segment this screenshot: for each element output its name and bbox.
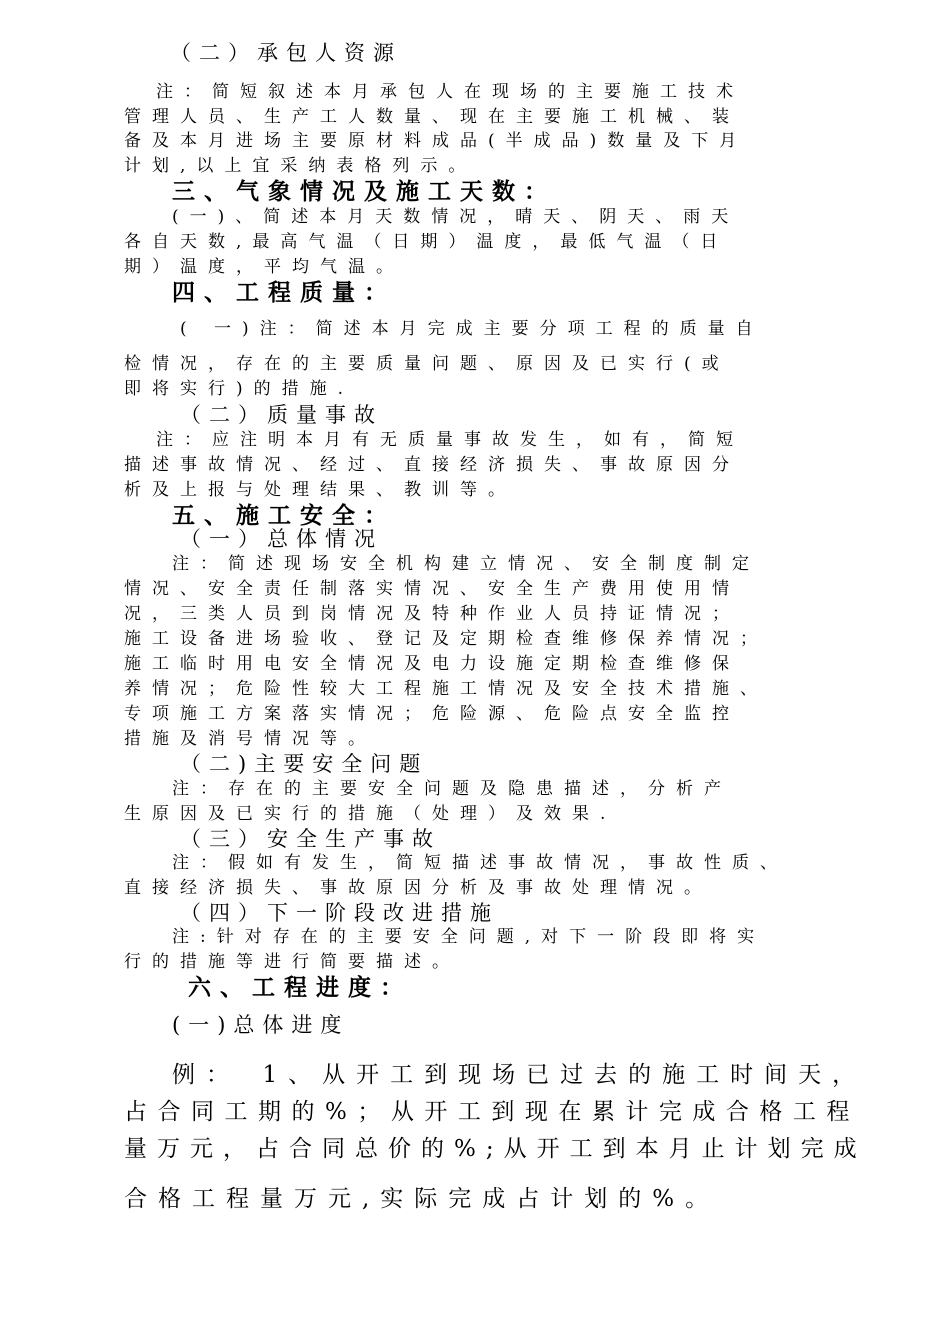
subsection-main-safety-issues: （二)主要安全问题 [180, 752, 429, 776]
paragraph-line: 况，三类人员到岗情况及特种作业人员持证情况； [124, 604, 740, 624]
section-heading-quality: 四、工程质量： [172, 279, 396, 306]
subsection-overall-progress: (一)总体进度 [172, 1013, 350, 1037]
paragraph-line: 养情况；危险性较大工程施工情况及安全技术措施、 [124, 679, 768, 699]
section-heading-safety: 五、施工安全： [172, 502, 396, 529]
paragraph-line: ( 一)注：简述本月完成主要分项工程的质量自 [180, 319, 764, 339]
paragraph-line: 措施及消号情况等。 [124, 729, 376, 749]
paragraph-line: 注：简短叙述本月承包人在现场的主要施工技术 [156, 82, 744, 102]
subsection-contractor-resources: （二）承包人资源 [170, 41, 402, 65]
paragraph-line: 生原因及已实行的措施（处理）及效果. [124, 804, 617, 824]
paragraph-line: 各自天数,最高气温（日期）温度，最低气温（日 [124, 232, 729, 252]
paragraph-line: 情况、安全责任制落实情况、安全生产费用使用情 [124, 579, 740, 599]
paragraph-line: 施工临时用电安全情况及电力设施定期检查维修保 [124, 654, 740, 674]
paragraph-line: 检情况，存在的主要质量问题、原因及已实行(或 [124, 354, 730, 374]
paragraph-line: 即将实行)的措施. [124, 379, 355, 399]
subsection-overall-situation: （一）总体情况 [180, 527, 383, 551]
paragraph-line: 专项施工方案落实情况；危险源、危险点安全监控 [124, 704, 740, 724]
paragraph-line: 注：假如有发生，简短描述事故情况，事故性质、 [172, 853, 788, 873]
paragraph-line: 计划,以上宜采纳表格列示。 [124, 156, 477, 176]
paragraph-line: 直接经济损失、事故原因分析及事故处理情况。 [124, 878, 712, 898]
paragraph-line: (一)、简述本月天数情况，晴天、阴天、雨天 [172, 207, 740, 227]
subsection-quality-accident: （二）质量事故 [180, 403, 383, 427]
paragraph-line: 注：存在的主要安全问题及隐患描述，分析产 [172, 779, 732, 799]
paragraph-line: 注：应注明本月有无质量事故发生，如有，简短 [156, 430, 744, 450]
subsection-next-stage-improvements: （四）下一阶段改进措施 [180, 901, 499, 925]
example-line: 合格工程量万元,实际完成占计划的%。 [124, 1186, 720, 1212]
paragraph-line: 描述事故情况、经过、直接经济损失、事故原因分 [124, 455, 740, 475]
paragraph-line: 注：简述现场安全机构建立情况、安全制度制定 [172, 554, 760, 574]
section-heading-weather: 三、气象情况及施工天数： [172, 178, 556, 205]
paragraph-line: 管理人员、生产工人数量、现在主要施工机械、装 [124, 107, 740, 127]
paragraph-line: 期）温度，平均气温。 [124, 257, 404, 277]
paragraph-line: 行的措施等进行简要描述。 [124, 952, 460, 972]
example-line: 占合同工期的%；从开工到现在累计完成合格工程 [124, 1099, 860, 1125]
example-line: 量万元，占合同总价的%;从开工到本月止计划完成 [124, 1136, 867, 1162]
paragraph-line: 析及上报与处理结果、教训等。 [124, 480, 516, 500]
paragraph-line: 注:针对存在的主要安全问题,对下一阶段即将实 [172, 927, 766, 947]
subsection-safety-accident: （三）安全生产事故 [180, 827, 441, 851]
paragraph-line: 施工设备进场验收、登记及定期检查维修保养情况； [124, 629, 768, 649]
paragraph-line: 备及本月进场主要原材料成品(半成品)数量及下月 [124, 131, 748, 151]
section-heading-progress: 六、工程进度： [188, 974, 412, 1001]
example-line: 例： 1、从开工到现场已过去的施工时间天， [172, 1062, 867, 1088]
